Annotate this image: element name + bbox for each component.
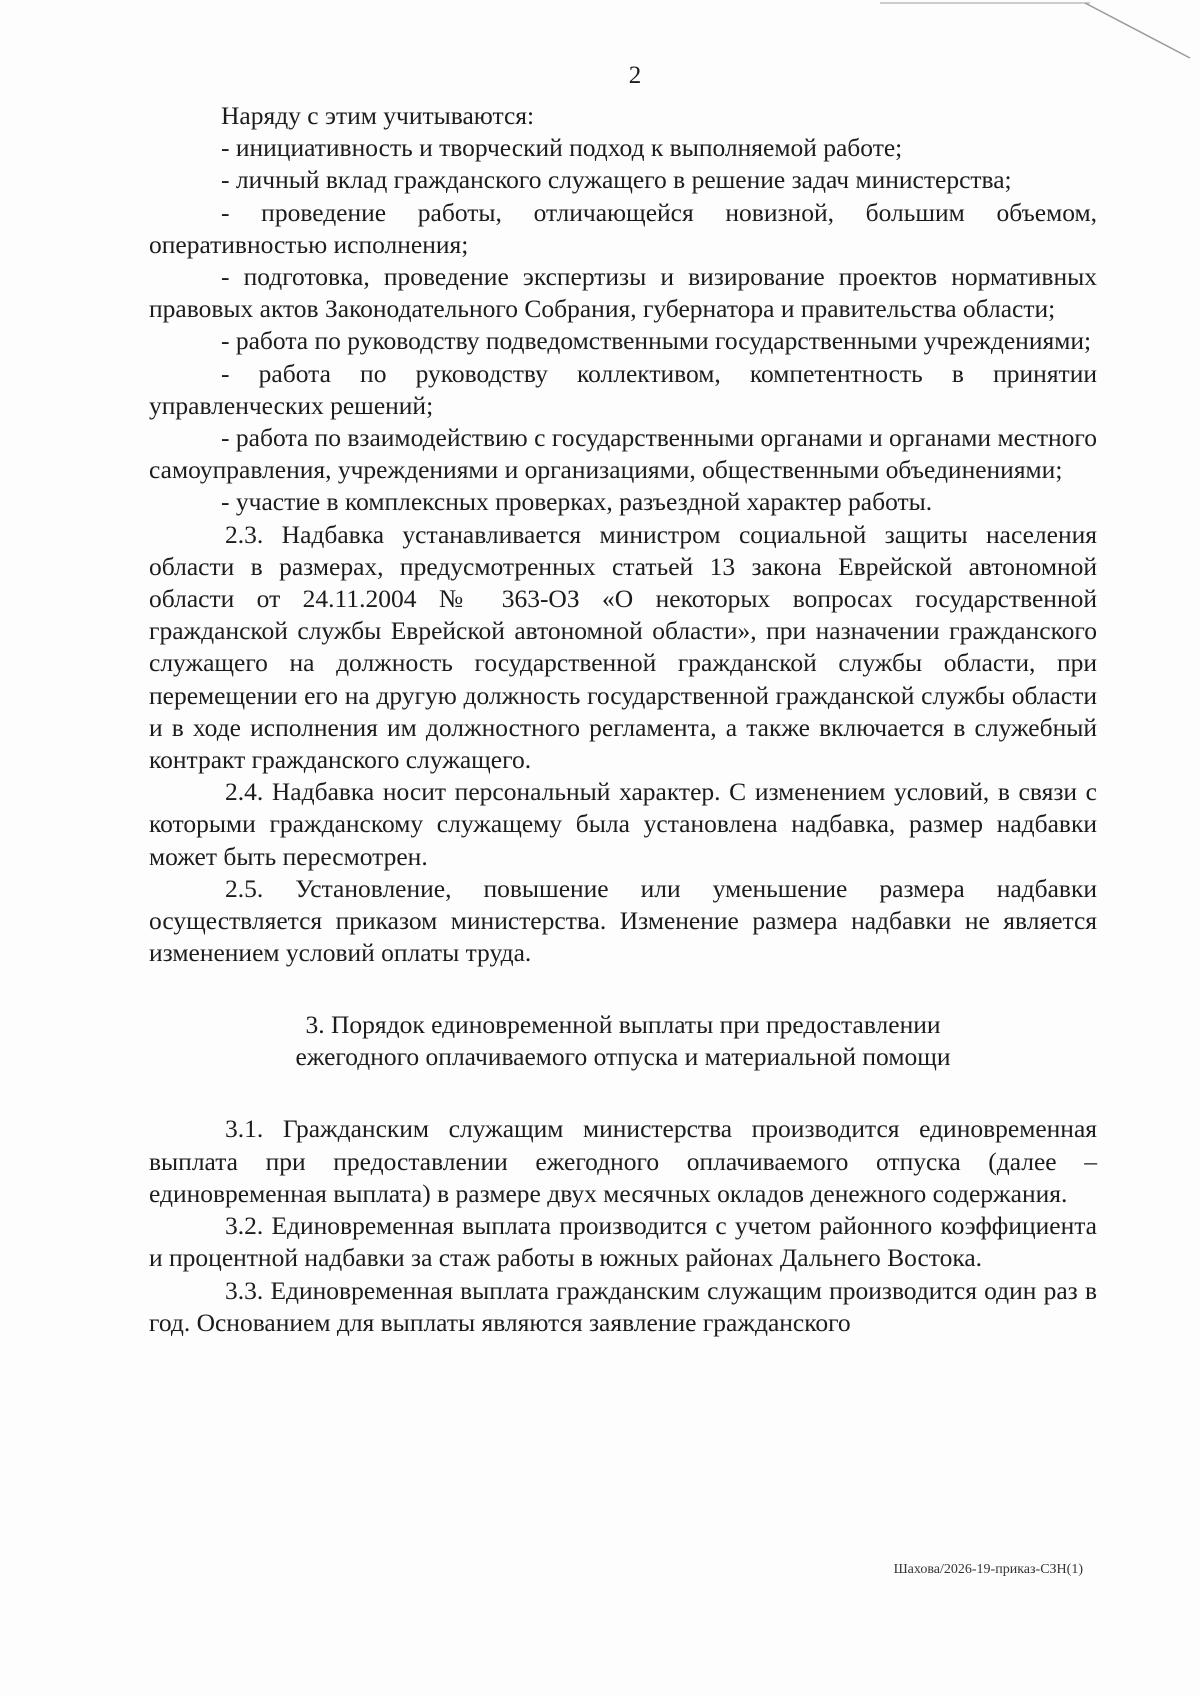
page-number: 2	[628, 62, 642, 89]
paragraph-p-3-2: 3.2. Единовременная выплата производится с учетом районного коэффициента и процентной надбавки за стаж работы в южных районах Дальнего Востока.	[149, 1211, 1097, 1273]
paragraph-p-3-1: 3.1. Гражданским служащим министерства производится единовременная выплата при предоставлении ежегодного оплачиваемого отпуска (далее – единовременная выплата) в размере двух месячных окладов денежного содержания.	[149, 1114, 1097, 1208]
paragraph-item-1: - инициативность и творческий подход к выполняемой работе;	[221, 133, 903, 163]
paragraph-item-7: - работа по взаимодействию с государственными органами и органами местного самоуправления, учреждениями и организациями, общественными объединениями;	[149, 423, 1097, 485]
section-heading	[149, 1009, 1097, 1073]
paragraph-p-2-4: 2.4. Надбавка носит персональный характер. С изменением условий, в связи с которыми гражданскому служащему была установлена надбавка, размер надбавки может быть пересмотрен.	[149, 777, 1097, 871]
paragraphs-before-section	[149, 100, 1097, 969]
paragraph-p-2-3: 2.3. Надбавка устанавливается министром социальной защиты населения области в размерах, предусмотренных статьей 13 закона Еврейской автономной области от 24.11.2004 № 363-ОЗ «О некоторых вопросах государственной гражданской службы Еврейской автономной области», при назначении гражданского служащего на должность государственной гражданской службы области, при перемещении его на другую должность государственной гражданской службы области и в ходе исполнения им должностного регламента, а также включается в служебный контракт гражданского служащего.	[149, 519, 1097, 775]
paragraph-item-8: - участие в комплексных проверках, разъездной характер работы.	[221, 487, 933, 517]
scan-edge-mark	[870, 0, 1200, 70]
paragraph-p-2-5: 2.5. Установление, повышение или уменьшение размера надбавки осуществляется приказом министерства. Изменение размера надбавки не является изменением условий оплаты труда.	[149, 873, 1097, 968]
document-body	[149, 100, 1097, 1339]
paragraph-item-4: - подготовка, проведение экспертизы и визирование проектов нормативных правовых актов Законодательного Собрания, губернатора и правительства области;	[149, 262, 1097, 324]
section-heading-line-2: ежегодного оплачиваемого отпуска и материальной помощи	[295, 1042, 951, 1072]
paragraphs-after-section	[149, 1113, 1097, 1338]
paragraph-item-2: - личный вклад гражданского служащего в решение задач министерства;	[221, 165, 1012, 195]
paragraph-item-5: - работа по руководству подведомственными государственными учреждениями;	[221, 326, 1092, 356]
section-heading-line-1: 3. Порядок единовременной выплаты при предоставлении	[305, 1010, 941, 1040]
footer-document-code: Шахова/2026-19-приказ-СЗН(1)	[893, 1562, 1083, 1577]
paragraph-item-3: - проведение работы, отличающейся новизной, большим объемом, оперативностью исполнения;	[149, 197, 1097, 259]
paragraph-intro: Наряду с этим учитываются:	[221, 101, 535, 130]
paragraph-item-6: - работа по руководству коллективом, компетентность в принятии управленческих решений;	[149, 358, 1097, 420]
paragraph-p-3-3: 3.3. Единовременная выплата гражданским служащим производится один раз в год. Основанием для выплаты являются заявление гражданского	[149, 1275, 1097, 1337]
